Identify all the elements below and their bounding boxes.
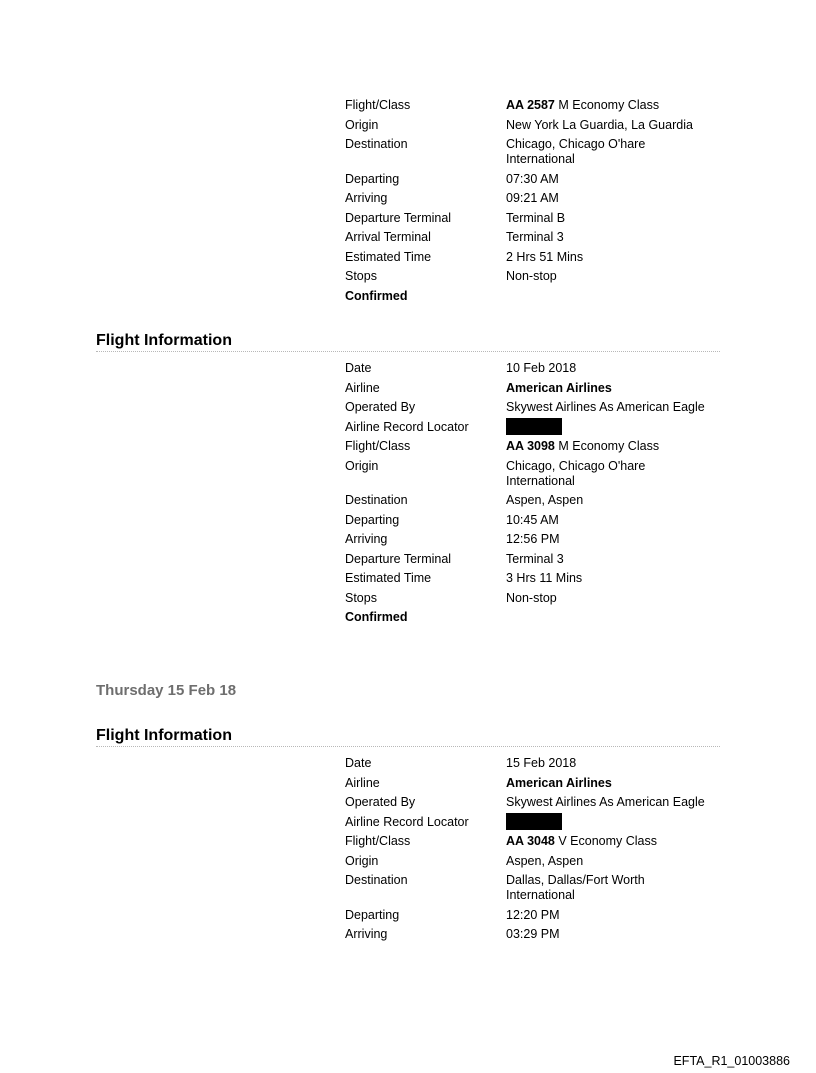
- detail-row: Departing 10:45 AM: [345, 512, 559, 527]
- document-id: EFTA_R1_01003886: [673, 1054, 790, 1068]
- detail-row: Departing 12:20 PM: [345, 907, 560, 922]
- section-header: [96, 726, 720, 747]
- section-title: Flight Information: [96, 332, 232, 349]
- detail-row: Flight/Class AA 3098 M Economy Class: [345, 439, 660, 453]
- detail-row: Departing 07:30 AM: [345, 171, 559, 186]
- detail-row: Origin New York La Guardia, La Guardia: [345, 117, 693, 132]
- detail-row: Date 15 Feb 2018: [345, 756, 577, 770]
- detail-row: Arriving 09:21 AM: [345, 191, 559, 205]
- status-confirmed: Confirmed: [345, 288, 408, 303]
- detail-row: Origin Chicago, Chicago O'hare International: [345, 458, 646, 488]
- detail-row: Operated By Skywest Airlines As American Eagle: [345, 400, 705, 414]
- status-confirmed: Confirmed: [345, 610, 408, 624]
- redaction-box: [506, 813, 562, 830]
- day-header: Thursday 15 Feb 18: [96, 682, 237, 699]
- detail-row: Operated By Skywest Airlines As American Eagle: [345, 795, 705, 809]
- detail-row: Destination Aspen, Aspen: [345, 493, 584, 507]
- flight-details-2: [345, 361, 725, 625]
- detail-row: Destination Chicago, Chicago O'hare International: [345, 137, 646, 166]
- section-header: [96, 331, 720, 352]
- detail-row: Flight/Class AA 2587 M Economy Class: [345, 98, 660, 112]
- detail-row: Arrival Terminal Terminal 3: [345, 230, 564, 244]
- detail-row: Departure Terminal Terminal 3: [345, 551, 564, 566]
- detail-row: Arriving 12:56 PM: [345, 532, 560, 546]
- detail-row: Estimated Time 2 Hrs 51 Mins: [345, 249, 584, 264]
- detail-row: Date 10 Feb 2018: [345, 361, 577, 375]
- flight-details-1: [345, 98, 725, 304]
- detail-row: Flight/Class AA 3048 V Economy Class: [345, 834, 657, 848]
- detail-row: Departure Terminal Terminal B: [345, 210, 566, 225]
- detail-row: Airline Record Locator: [345, 815, 725, 830]
- flight-details-3: [345, 756, 725, 947]
- detail-row: Origin Aspen, Aspen: [345, 853, 584, 868]
- redaction-box: [506, 418, 562, 435]
- section-title: Flight Information: [96, 727, 232, 744]
- detail-row: Stops Non-stop: [345, 590, 557, 605]
- detail-row: Airline American Airlines: [345, 775, 612, 790]
- detail-row: Destination Dallas, Dallas/Fort Worth International: [345, 873, 645, 902]
- detail-row: Arriving 03:29 PM: [345, 927, 560, 941]
- detail-row: Stops Non-stop: [345, 269, 557, 283]
- detail-row: Airline Record Locator: [345, 420, 725, 435]
- detail-row: Airline American Airlines: [345, 380, 612, 395]
- detail-row: Estimated Time 3 Hrs 11 Mins: [345, 571, 583, 585]
